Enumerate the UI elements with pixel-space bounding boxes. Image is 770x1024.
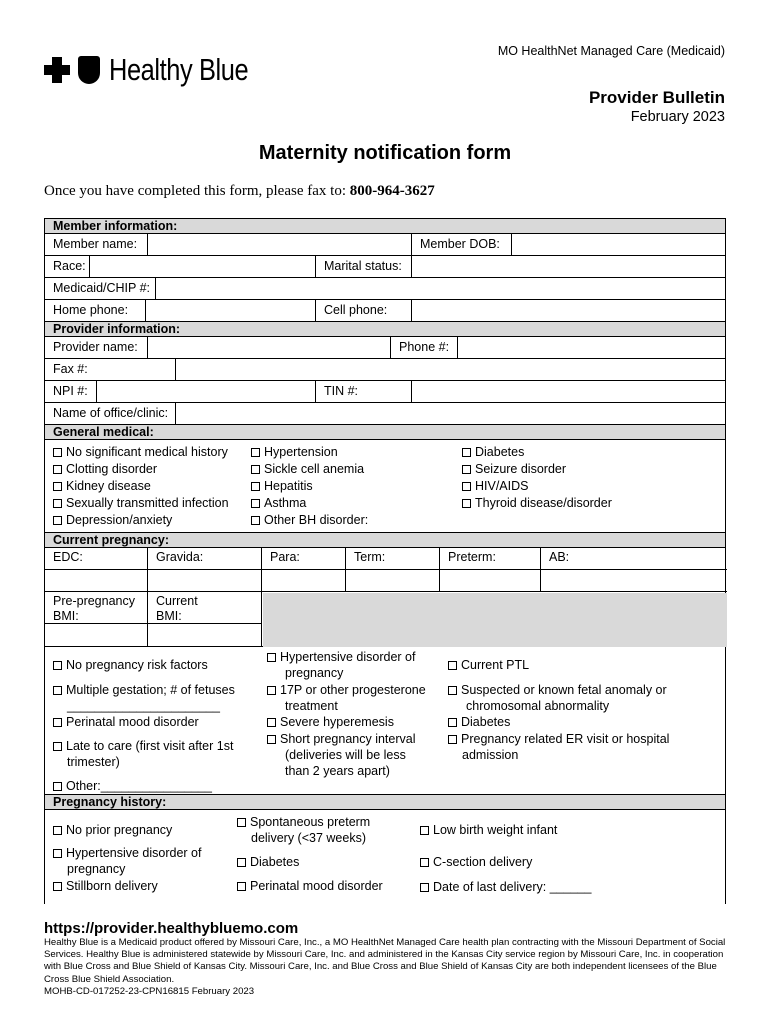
checkbox-item[interactable]: Depression/anxiety	[53, 512, 251, 529]
gravida-field[interactable]	[148, 570, 262, 592]
pre-bmi-field[interactable]	[45, 624, 148, 647]
office-label: Name of office/clinic:	[45, 403, 176, 424]
checkbox-item[interactable]: Thyroid disease/disorder	[462, 495, 612, 512]
checkbox-icon[interactable]	[237, 818, 246, 827]
history-last-delivery[interactable]: Date of last delivery: ______	[420, 879, 591, 895]
risk-er-visit[interactable]: Pregnancy related ER visit or hospital admission	[448, 731, 669, 763]
checkbox-icon[interactable]	[237, 882, 246, 891]
general-medical-header: General medical:	[45, 425, 725, 440]
cell-phone-field[interactable]	[412, 300, 725, 321]
healthy-blue-logo	[44, 52, 279, 88]
term-field[interactable]	[346, 570, 440, 592]
checkbox-icon[interactable]	[53, 448, 62, 457]
fax-text: Once you have completed this form, please fax to:	[44, 183, 346, 199]
provider-url[interactable]: https://provider.healthybluemo.com	[44, 920, 299, 937]
checkbox-icon[interactable]	[462, 448, 471, 457]
member-dob-label: Member DOB:	[412, 234, 512, 255]
general-medical-checklist	[45, 440, 725, 533]
history-low-birth-weight[interactable]: Low birth weight infant	[420, 822, 557, 838]
fax-instructions	[44, 183, 435, 200]
para-field[interactable]	[262, 570, 346, 592]
edc-field[interactable]	[45, 570, 148, 592]
document-code: MOHB-CD-017252-23-CPN16815 February 2023	[44, 985, 255, 997]
provider-fax-label: Fax #:	[45, 359, 176, 380]
risk-diabetes[interactable]: Diabetes	[448, 714, 510, 730]
risk-no-factors[interactable]: No pregnancy risk factors	[53, 657, 208, 673]
fax-number: 800-964-3627	[349, 183, 435, 199]
medicaid-label: Medicaid/CHIP #:	[45, 278, 156, 299]
risk-late-care[interactable]: Late to care (first visit after 1st trimester)	[53, 738, 233, 770]
home-phone-field[interactable]	[146, 300, 316, 321]
race-field[interactable]	[90, 256, 316, 277]
brand-name: Healthy Blue	[109, 52, 249, 87]
risk-perinatal[interactable]: Perinatal mood disorder	[53, 714, 199, 730]
checkbox-icon[interactable]	[53, 465, 62, 474]
risk-current-ptl[interactable]: Current PTL	[448, 657, 529, 673]
history-diabetes[interactable]: Diabetes	[237, 854, 299, 870]
current-bmi-label: Current BMI:	[148, 592, 262, 624]
plan-name: MO HealthNet Managed Care (Medicaid)	[497, 44, 725, 58]
checkbox-item[interactable]: Hepatitis	[251, 478, 462, 495]
checkbox-item[interactable]: Kidney disease	[53, 478, 251, 495]
checkbox-icon[interactable]	[448, 661, 457, 670]
checkbox-item[interactable]: Asthma	[251, 495, 462, 512]
marital-status-label: Marital status:	[316, 256, 412, 277]
risk-fetal-anomaly[interactable]: Suspected or known fetal anomaly or chromosomal abnormality	[448, 682, 667, 714]
checkbox-item[interactable]: Sexually transmitted infection	[53, 495, 251, 512]
tin-label: TIN #:	[316, 381, 412, 402]
checkbox-icon[interactable]	[53, 782, 62, 791]
checkbox-icon[interactable]	[53, 499, 62, 508]
provider-name-label: Provider name:	[45, 337, 148, 358]
preterm-label: Preterm:	[440, 548, 541, 570]
checkbox-icon[interactable]	[53, 849, 62, 858]
checkbox-item[interactable]: Hypertension	[251, 444, 462, 461]
disclaimer-text: Healthy Blue is a Medicaid product offered by Missouri Care, Inc., a MO HealthNet Managed Care health plan contracting with the Missouri Department of Social Services. Healthy Blue is administered statewide by Missouri Care, Inc. and administered in the Kansas City service region by Missouri Care, Inc. in cooperation with Blue Cross and Blue Shield of Kansas City. Missouri Care, Inc. and Blue Cross and Blue Shield of Kansas City are both independent licensees of the Blue Cross Blue Shield Association.	[44, 937, 726, 985]
ab-field[interactable]	[541, 570, 727, 592]
history-no-prior[interactable]: No prior pregnancy	[53, 822, 172, 838]
ab-label: AB:	[541, 548, 727, 570]
checkbox-icon[interactable]	[420, 858, 429, 867]
provider-phone-field[interactable]	[458, 337, 725, 358]
member-name-label: Member name:	[45, 234, 148, 255]
provider-name-field[interactable]	[148, 337, 391, 358]
checkbox-item[interactable]: Other BH disorder:	[251, 512, 462, 529]
risk-short-interval[interactable]: Short pregnancy interval (deliveries will be less than 2 years apart)	[267, 731, 416, 779]
risk-hypertensive[interactable]: Hypertensive disorder of pregnancy	[267, 649, 415, 681]
maternity-form	[44, 218, 726, 904]
blue-cross-icon	[44, 57, 70, 83]
checkbox-icon[interactable]	[420, 826, 429, 835]
checkbox-icon[interactable]	[420, 883, 429, 892]
checkbox-icon[interactable]	[53, 686, 62, 695]
history-hypertensive[interactable]: Hypertensive disorder of pregnancy	[53, 845, 201, 877]
checkbox-icon[interactable]	[462, 499, 471, 508]
office-field[interactable]	[176, 403, 725, 424]
checkbox-icon[interactable]	[448, 686, 457, 695]
risk-17p[interactable]: 17P or other progesterone treatment	[267, 682, 426, 714]
checkbox-item[interactable]: No significant medical history	[53, 444, 251, 461]
checkbox-item[interactable]: Clotting disorder	[53, 461, 251, 478]
member-section-header: Member information:	[45, 219, 725, 234]
checkbox-icon[interactable]	[251, 482, 260, 491]
checkbox-icon[interactable]	[53, 882, 62, 891]
checkbox-icon[interactable]	[448, 718, 457, 727]
preterm-field[interactable]	[440, 570, 541, 592]
provider-fax-field[interactable]	[176, 359, 725, 380]
home-phone-label: Home phone:	[45, 300, 146, 321]
checkbox-icon[interactable]	[251, 465, 260, 474]
risk-other[interactable]: Other:________________	[53, 778, 212, 794]
checkbox-icon[interactable]	[53, 482, 62, 491]
bulletin-date: February 2023	[630, 109, 725, 125]
checkbox-item[interactable]: HIV/AIDS	[462, 478, 612, 495]
member-name-field[interactable]	[148, 234, 412, 255]
risk-multiple[interactable]: Multiple gestation; # of fetuses ______________________	[53, 682, 235, 714]
edc-label: EDC:	[45, 548, 148, 570]
checkbox-icon[interactable]	[267, 686, 276, 695]
current-pregnancy-header: Current pregnancy:	[45, 533, 725, 548]
bulletin-title: Provider Bulletin	[588, 88, 725, 107]
para-label: Para:	[262, 548, 346, 570]
checkbox-icon[interactable]	[251, 499, 260, 508]
history-stillborn[interactable]: Stillborn delivery	[53, 878, 158, 894]
checkbox-item[interactable]: Sickle cell anemia	[251, 461, 462, 478]
npi-label: NPI #:	[45, 381, 97, 402]
race-label: Race:	[45, 256, 90, 277]
pre-bmi-label: Pre-pregnancy BMI:	[45, 592, 148, 624]
checkbox-icon[interactable]	[448, 735, 457, 744]
checkbox-icon[interactable]	[251, 516, 260, 525]
checkbox-icon[interactable]	[237, 858, 246, 867]
checkbox-icon[interactable]	[462, 465, 471, 474]
medicaid-field[interactable]	[156, 278, 725, 299]
provider-phone-label: Phone #:	[391, 337, 458, 358]
history-c-section[interactable]: C-section delivery	[420, 854, 532, 870]
pregnancy-grid	[45, 548, 725, 647]
checkbox-icon[interactable]	[53, 516, 62, 525]
risk-hyperemesis[interactable]: Severe hyperemesis	[267, 714, 394, 730]
shaded-area	[263, 593, 727, 647]
member-dob-field[interactable]	[512, 234, 725, 255]
gravida-label: Gravida:	[148, 548, 262, 570]
term-label: Term:	[346, 548, 440, 570]
checkbox-icon[interactable]	[251, 448, 260, 457]
cell-phone-label: Cell phone:	[316, 300, 412, 321]
history-spontaneous-preterm[interactable]: Spontaneous preterm delivery (<37 weeks)	[237, 814, 370, 846]
checkbox-icon[interactable]	[267, 735, 276, 744]
current-bmi-field[interactable]	[148, 624, 262, 647]
provider-section-header: Provider information:	[45, 322, 725, 337]
history-perinatal[interactable]: Perinatal mood disorder	[237, 878, 383, 894]
checkbox-icon[interactable]	[267, 718, 276, 727]
checkbox-icon[interactable]	[53, 718, 62, 727]
marital-status-field[interactable]	[412, 256, 725, 277]
npi-field[interactable]	[97, 381, 316, 402]
checkbox-icon[interactable]	[53, 742, 62, 751]
blue-shield-icon	[78, 56, 100, 84]
checkbox-item[interactable]: Seizure disorder	[462, 461, 612, 478]
checkbox-icon[interactable]	[53, 661, 62, 670]
pregnancy-history-header: Pregnancy history:	[45, 795, 725, 810]
risk-factors	[45, 647, 725, 795]
checkbox-icon[interactable]	[462, 482, 471, 491]
page-title: Maternity notification form	[258, 142, 512, 164]
disclaimer	[44, 937, 729, 998]
tin-field[interactable]	[412, 381, 725, 402]
checkbox-icon[interactable]	[53, 826, 62, 835]
checkbox-icon[interactable]	[267, 653, 276, 662]
checkbox-item[interactable]: Diabetes	[462, 444, 612, 461]
pregnancy-history	[45, 810, 725, 904]
